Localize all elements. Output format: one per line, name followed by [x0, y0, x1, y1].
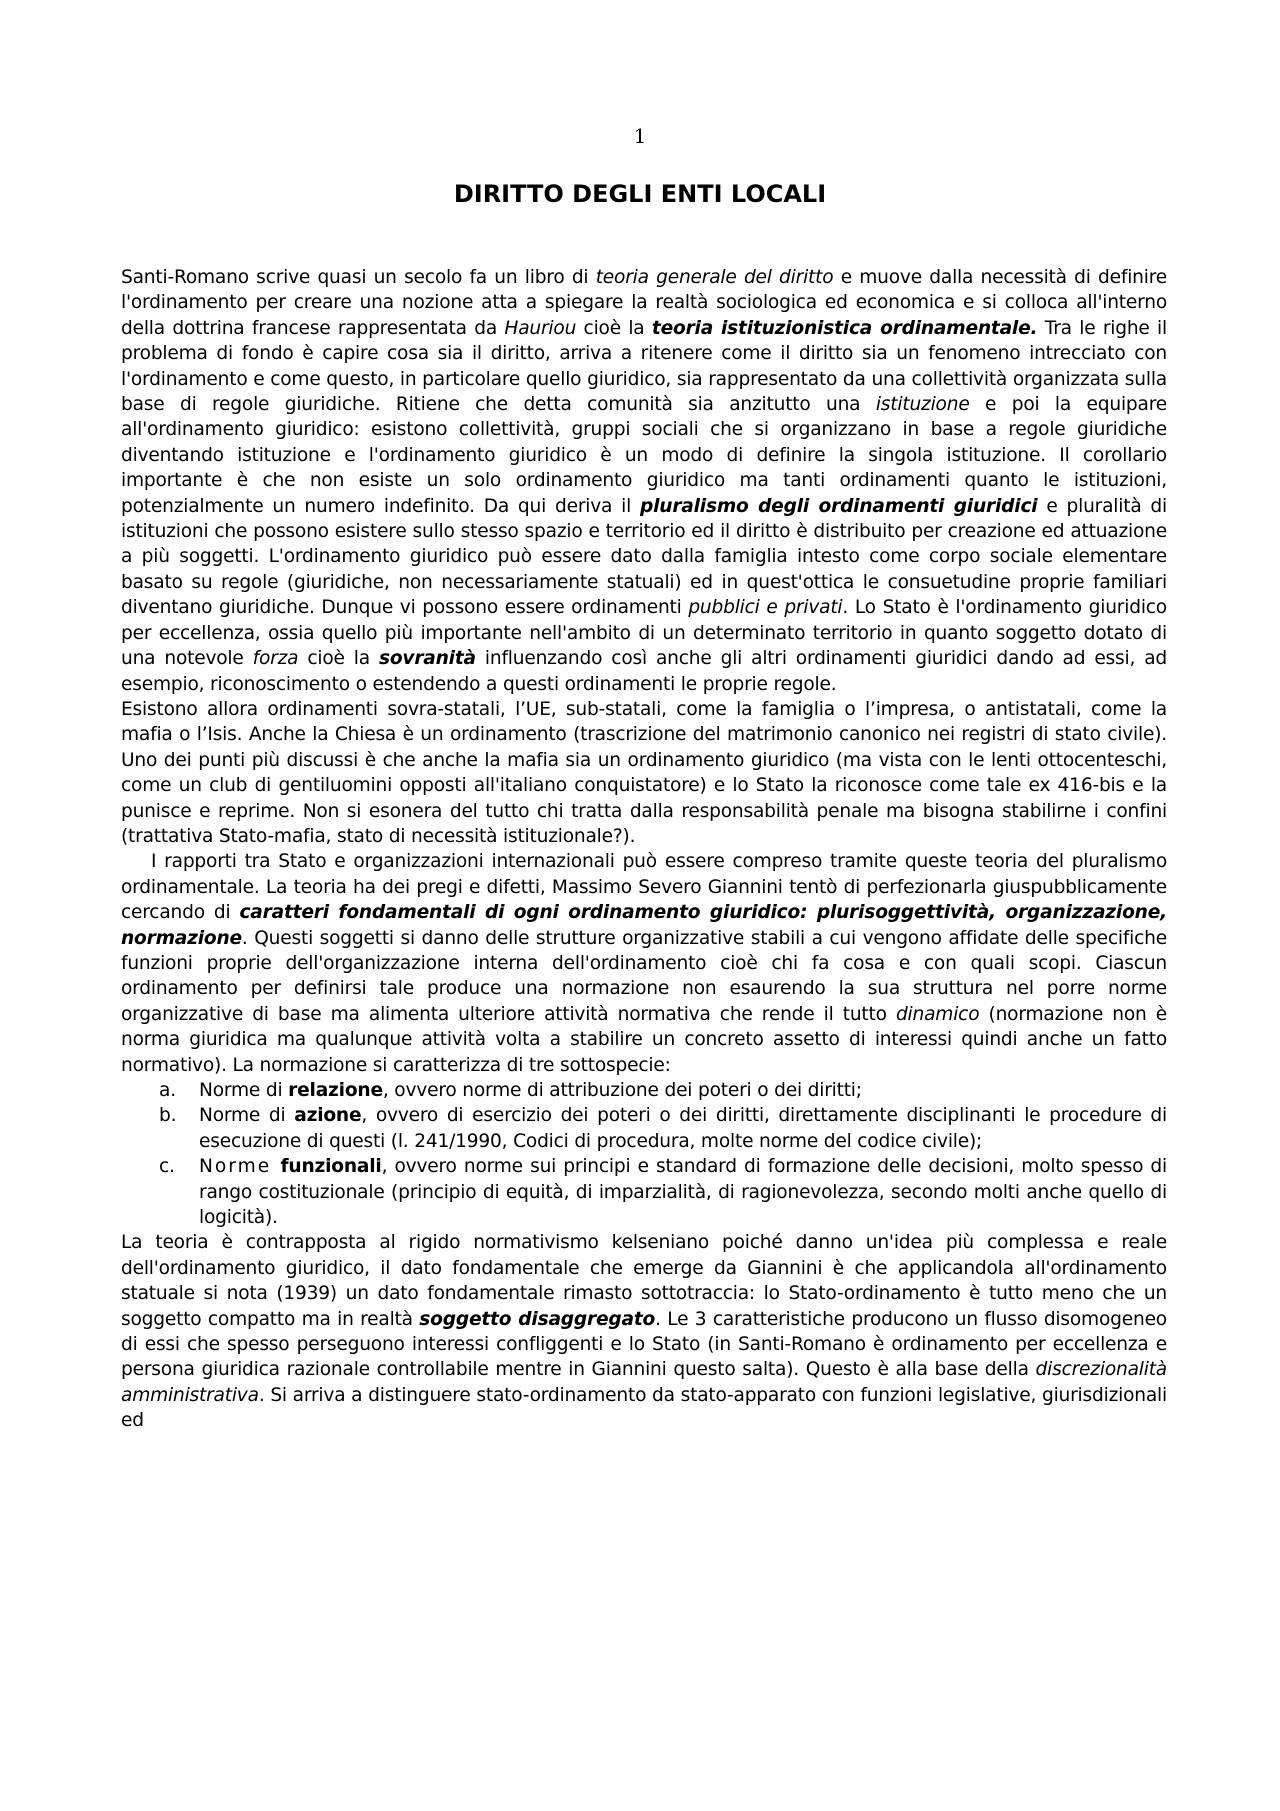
text-run: Santi-Romano scrive quasi un secolo fa un libro di	[121, 267, 596, 288]
text-run: influenzando così anche gli altri ordinamenti giuridici dando ad essi, ad esempio, riconoscimento o estendendo a questi ordinamenti le proprie regole.	[121, 648, 1168, 695]
text-run: cioè la	[298, 648, 379, 670]
bold-italic-run: caratteri fondamentali di ogni ordinamento giuridico: plurisoggettività, organizzazione, normazione	[121, 902, 1167, 949]
italic-run: teoria generale del diritto	[595, 267, 834, 288]
text-run: . Lo Stato è l'ordinamento giuridico per eccellenza, ossia quello più importante nell'ambito di un determinato territorio in quanto soggetto dotato di una notevole	[121, 597, 1167, 670]
paragraph-giannini	[121, 849, 1167, 1078]
bold-run: azione	[294, 1105, 362, 1127]
text-run: e muove dalla necessità di definire l'ordinamento per creare una nozione atta a spiegare la realtà sociologica ed economica e si colloca all'interno della dottrina francese rappresentata da	[121, 267, 1167, 339]
italic-run: dinamico	[895, 1003, 980, 1025]
text-run: e pluralità di istituzioni che possono esistere sullo stesso spazio e territorio ed il diritto è distribuito per creazione ed attuazione a più soggetti. L'ordinamento giuridico può essere dato dalla famiglia intesto come corpo sociale elementare basato su regole (giuridiche, non necessariamente statuali) ed in quest'ottica le consuetudine proprie familiari diventano giuridiche. Dunque vi possono essere ordinamenti	[121, 495, 1168, 619]
text-run: I rapporti tra Stato e organizzazioni internazionali può essere compreso tramite queste teoria del pluralismo ordinamentale. La teoria ha dei pregi e difetti, Massimo Severo Giannini tentò di perfezionarla giuspubblicamente cercando di	[121, 851, 1167, 924]
text-run: , ovvero norme di attribuzione dei poteri o dei diritti;	[382, 1080, 862, 1101]
text-run: cioè la	[576, 317, 652, 339]
list-marker: c.	[159, 1156, 175, 1178]
text-run: Norme	[199, 1156, 281, 1178]
bold-run: funzionali	[280, 1156, 382, 1178]
document-title: DIRITTO DEGLI ENTI LOCALI	[453, 180, 827, 208]
paragraph-kelsen	[121, 1230, 1167, 1433]
italic-run: istituzione	[875, 394, 970, 416]
text-run: . Si arriva a distinguere stato-ordinamento da stato-apparato con funzioni legislative, giurisdizionali ed	[121, 1384, 1167, 1432]
document-body	[121, 265, 1167, 1434]
list-item	[121, 1078, 1167, 1103]
italic-run: Hauriou	[504, 317, 577, 339]
paragraph-santi-romano	[121, 265, 1167, 697]
text-run: e poi la equipare all'ordinamento giuridico: esistono collettività, gruppi sociali che si organizzano in base a regole giuridiche diventando istituzione e l'ordinamento giuridico è un modo di definire la singola istituzione. Il corollario importante è che non esiste un solo ordinamento giuridico ma tanti ordinamenti quanto le istituzioni, potenzialmente un numero indefinito. Da qui deriva il	[121, 394, 1168, 517]
italic-run: pubblici e privati	[688, 597, 843, 619]
text-run: (normazione non è norma giuridica ma qualunque attività volta a stabilire un concreto assetto di interessi quindi anche un fatto normativo). La normazione si caratterizza di tre sottospecie:	[121, 1003, 1168, 1076]
list-marker: a.	[159, 1080, 176, 1101]
normazione-list	[121, 1078, 1167, 1230]
paragraph-ordinamenti: Esistono allora ordinamenti sovra-statali, l’UE, sub-statali, come la famiglia o l’impresa, o antistatali, come la mafia o l’Isis. Anche la Chiesa è un ordinamento (trascrizione del matrimonio canonico nei registri di stato civile). Uno dei punti più discussi è che anche la mafia sia un ordinamento giuridico (ma vista con le lenti ottocenteschi, come un club di gentiluomini opposti all'italiano conquistatore) e lo Stato la riconosce come tale ex 416-bis e la punisce e reprime. Non si esonera del tutto chi tratta dalla responsabilità penale ma bisogna stabilirne i confini (trattativa Stato-mafia, stato di necessità istituzionale?).	[121, 698, 1167, 847]
bold-run: relazione	[288, 1080, 383, 1101]
bold-italic-run: teoria istituzionistica ordinamentale.	[651, 317, 1038, 339]
bold-italic-run: soggetto disaggregato	[419, 1308, 656, 1330]
list-marker: b.	[159, 1105, 177, 1127]
text-run: . Le 3 caratteristiche producono un flusso disomogeneo di essi che spesso perseguono interessi confliggenti e lo Stato (in Santi-Romano è ordinamento per eccellenza e persona giuridica razionale controllabile mentre in Giannini questo salta). Questo è alla base della	[121, 1308, 1167, 1381]
bold-italic-run: sovranità	[378, 648, 476, 670]
text-run: Norme di	[199, 1105, 295, 1127]
text-run: . Questi soggetti si danno delle strutture organizzative stabili a cui vengono affidate delle specifiche funzioni proprie dell'organizzazione interna dell'ordinamento cioè chi fa cosa e con quali scopi. Ciascun ordinamento per definirsi tale produce una normazione non esaurendo la sua struttura nel porre norme organizzative di base ma alimenta ulteriore attività normativa che rende il tutto	[121, 927, 1167, 1025]
list-item	[121, 1103, 1167, 1154]
italic-run: discrezionalità amministrativa	[121, 1359, 1167, 1406]
text-run: La teoria è contrapposta al rigido normativismo kelseniano poiché danno un'idea più complessa e reale dell'ordinamento giuridico, il dato fondamentale che emerge da Giannini è che applicandola all'ordinamento statuale si nota (1939) un dato fondamentale rimasto sottotraccia: lo Stato-ordinamento è tutto meno che un soggetto compatto ma in realtà	[121, 1232, 1167, 1330]
text-run: , ovvero norme sui principi e standard di formazione delle decisioni, molto spesso di rango costituzionale (principio di equità, di imparzialità, di ragionevolezza, secondo molti anche quello di logicità).	[199, 1156, 1167, 1229]
page-number: 1	[633, 124, 647, 148]
text-run: Tra le righe il problema di fondo è capire cosa sia il diritto, arriva a ritenere come il diritto sia un fenomeno intrecciato con l'ordinamento e come questo, in particolare quello giuridico, sia rappresentato da una collettività organizzata sulla base di regole giuridiche. Ritiene che detta comunità sia anzitutto una	[121, 317, 1167, 416]
text-run: Norme di	[199, 1080, 289, 1101]
bold-italic-run: pluralismo degli ordinamenti giuridici	[640, 495, 1038, 517]
italic-run: forza	[252, 648, 299, 670]
list-item	[121, 1154, 1167, 1230]
text-run: , ovvero di esercizio dei poteri o dei diritti, direttamente disciplinanti le procedure di esecuzione di questi (l. 241/1990, Codici di procedura, molte norme del codice civile);	[199, 1105, 1167, 1152]
